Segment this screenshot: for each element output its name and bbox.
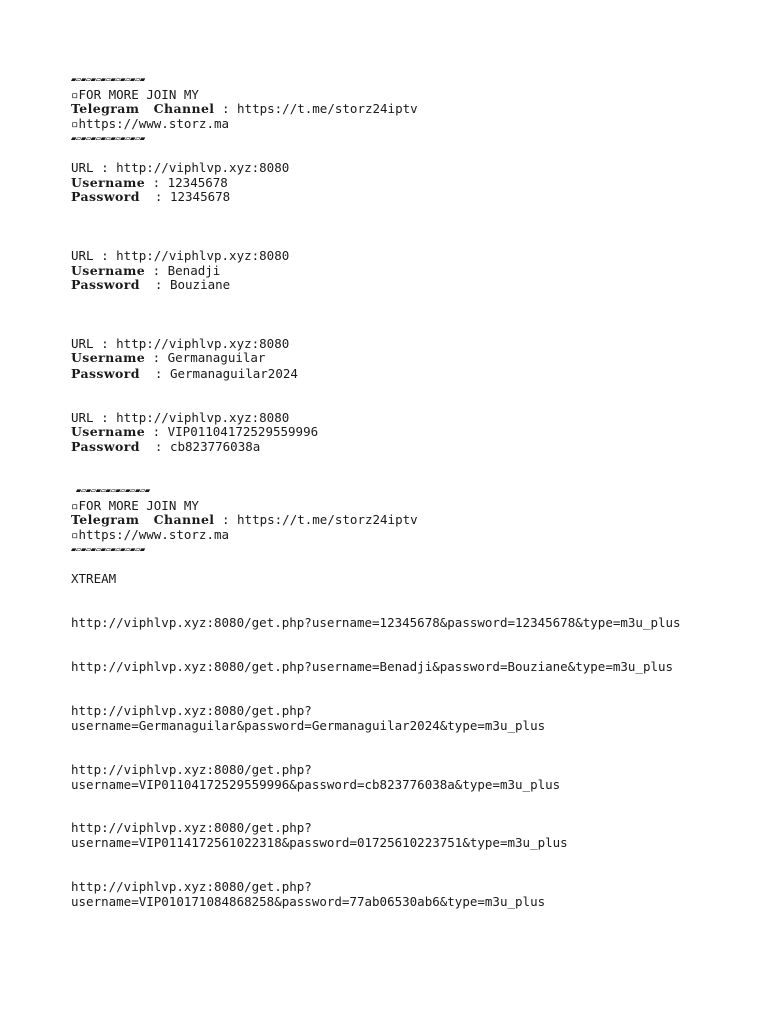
username-value: : Germanaguilar: [145, 350, 266, 365]
account-url[interactable]: URL : http://viphlvp.xyz:8080: [71, 410, 290, 425]
website-link[interactable]: ▫https://www.storz.ma: [71, 116, 230, 131]
account-url[interactable]: URL : http://viphlvp.xyz:8080: [71, 336, 290, 351]
account-url[interactable]: URL : http://viphlvp.xyz:8080: [71, 160, 290, 175]
username-value: : VIP01104172529559996: [145, 424, 319, 439]
website-link[interactable]: ▫https://www.storz.ma: [71, 527, 230, 542]
xtream-link[interactable]: [71, 703, 545, 733]
telegram-label: Telegram Channel: [71, 512, 215, 527]
xtream-link-line[interactable]: username=VIP01104172529559996&password=cb823776038a&type=m3u_plus: [71, 777, 561, 792]
xtream-link-line[interactable]: http://viphlvp.xyz:8080/get.php?: [71, 820, 312, 835]
telegram-line: [71, 101, 418, 116]
decorative-divider: ▰▱▰▱▰▱▰▱▰▱▰▱▰▱▰: [71, 134, 145, 144]
username-value: : 12345678: [145, 175, 228, 190]
account-password: [71, 277, 230, 292]
password-label: Password: [71, 366, 140, 381]
join-text: ▫FOR MORE JOIN MY: [71, 498, 199, 513]
telegram-line: [71, 512, 418, 527]
xtream-link[interactable]: [71, 762, 560, 792]
account-username: [71, 175, 228, 190]
username-label: Username: [71, 424, 146, 439]
xtream-link-line[interactable]: username=VIP0114172561022318&password=01725610223751&type=m3u_plus: [71, 835, 568, 850]
password-label: Password: [71, 277, 140, 292]
account-url[interactable]: URL : http://viphlvp.xyz:8080: [71, 248, 290, 263]
xtream-link[interactable]: [71, 820, 568, 850]
xtream-link-line[interactable]: username=Germanaguilar&password=Germanaguilar2024&type=m3u_plus: [71, 718, 546, 733]
xtream-link-line[interactable]: http://viphlvp.xyz:8080/get.php?: [71, 762, 312, 777]
telegram-label: Telegram Channel: [71, 101, 215, 116]
telegram-link[interactable]: : https://t.me/storz24iptv: [214, 101, 418, 116]
xtream-link[interactable]: http://viphlvp.xyz:8080/get.php?username=12345678&password=12345678&type=m3u_plus: [71, 615, 681, 630]
account-username: [71, 350, 265, 365]
xtream-link-line[interactable]: username=VIP010171084868258&password=77ab06530ab6&type=m3u_plus: [71, 894, 546, 909]
account-username: [71, 424, 318, 439]
username-label: Username: [71, 350, 146, 365]
xtream-heading: XTREAM: [71, 571, 117, 586]
telegram-link[interactable]: : https://t.me/storz24iptv: [214, 512, 418, 527]
password-label: Password: [71, 189, 140, 204]
account-password: [71, 366, 298, 381]
xtream-link[interactable]: [71, 879, 545, 909]
decorative-divider: ▰▱▰▱▰▱▰▱▰▱▰▱▰▱▰: [71, 486, 150, 496]
password-value: : Germanaguilar2024: [139, 366, 298, 381]
decorative-divider: ▰▱▰▱▰▱▰▱▰▱▰▱▰▱▰: [71, 545, 145, 555]
xtream-link-line[interactable]: http://viphlvp.xyz:8080/get.php?: [71, 703, 312, 718]
username-label: Username: [71, 175, 146, 190]
password-value: : 12345678: [139, 189, 231, 204]
account-password: [71, 439, 260, 454]
password-value: : Bouziane: [139, 277, 231, 292]
password-value: : cb823776038a: [139, 439, 261, 454]
account-password: [71, 189, 230, 204]
decorative-divider: ▰▱▰▱▰▱▰▱▰▱▰▱▰▱▰: [71, 75, 145, 85]
xtream-link[interactable]: http://viphlvp.xyz:8080/get.php?username=Benadji&password=Bouziane&type=m3u_plus: [71, 659, 674, 674]
account-username: [71, 263, 220, 278]
username-label: Username: [71, 263, 146, 278]
join-text: ▫FOR MORE JOIN MY: [71, 87, 199, 102]
username-value: : Benadji: [145, 263, 221, 278]
xtream-link-line[interactable]: http://viphlvp.xyz:8080/get.php?: [71, 879, 312, 894]
password-label: Password: [71, 439, 140, 454]
